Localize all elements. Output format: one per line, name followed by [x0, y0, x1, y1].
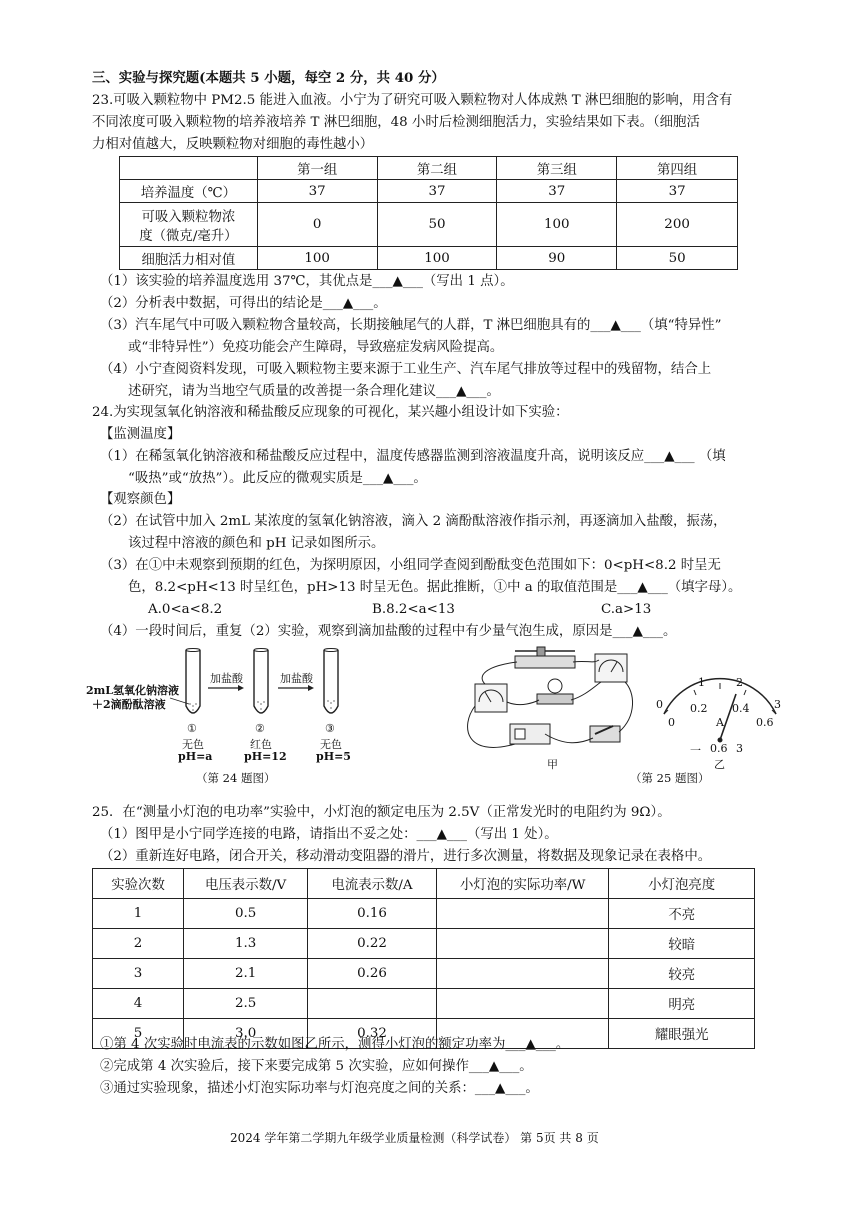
- fig25-label-yi: 乙: [714, 758, 725, 771]
- q25-sub-1: （1）图甲是小宁同学连接的电路，请指出不妥之处：___▲___（写出 1 处）。: [100, 827, 558, 842]
- fig24-tube1-color: 无色: [182, 738, 204, 751]
- fig25-dial-inner-02: 0.2: [690, 702, 708, 715]
- q25-sub-c1: ①第 4 次实验时电流表的示数如图乙所示，测得小灯泡的额定功率为___▲___。: [100, 1037, 570, 1052]
- fig25-dial-inner-0: 0: [668, 716, 675, 729]
- table-cell: 37: [377, 180, 497, 203]
- table-header: 小灯泡的实际功率/W: [436, 869, 608, 899]
- q24-option-a: A.0<a<8.2: [148, 602, 223, 617]
- table-cell: [436, 989, 608, 1019]
- table-cell: 100: [377, 247, 497, 270]
- table-cell: 50: [617, 247, 738, 270]
- q23-sub-1: （1）该实验的培养温度选用 37℃，其优点是___▲___（写出 1 点）。: [100, 274, 514, 289]
- q24-sub-2b: 该过程中溶液的颜色和 pH 记录如图所示。: [128, 536, 385, 551]
- fig25-dial-top-1: 1: [698, 676, 705, 689]
- table-cell: 1: [93, 899, 184, 929]
- table-cell: 培养温度（℃）: [120, 180, 258, 203]
- table-cell: 100: [257, 247, 377, 270]
- table-cell: [436, 929, 608, 959]
- table-cell: 不亮: [609, 899, 755, 929]
- table-row: [93, 899, 755, 929]
- table-cell: 耀眼强光: [609, 1019, 755, 1049]
- table-cell: 较亮: [609, 959, 755, 989]
- fig24-tube2-num: ②: [255, 722, 265, 735]
- fig25-dial-inner-04: 0.4: [732, 702, 750, 715]
- fig25-dial-unit: A: [716, 716, 724, 729]
- table-header: 第三组: [497, 157, 617, 180]
- q25-sub-c2: ②完成第 4 次实验后，接下来要完成第 5 次实验，应如何操作___▲___。: [100, 1059, 533, 1074]
- q24-sub-3a: （3）在①中未观察到预期的红色，为探明原因，小组同学查阅到酚酞变色范围如下：0<pH<8.2 时呈无: [100, 558, 721, 573]
- fig24-tube3-ph: pH=5: [316, 750, 351, 763]
- q24-sub-2a: （2）在试管中加入 2mL 某浓度的氢氧化钠溶液，滴入 2 滴酚酞溶液作指示剂，再逐滴加入盐酸，振荡，: [100, 514, 727, 529]
- page-footer: 2024 学年第二学期九年级学业质量检测（科学试卷） 第 5页 共 8 页: [230, 1131, 599, 1145]
- fig25-dial-outer-0: 0: [656, 698, 663, 711]
- table-cell: 较暗: [609, 929, 755, 959]
- q23-table: [119, 156, 738, 270]
- q24-line-1: 24.为实现氢氧化钠溶液和稀盐酸反应现象的可视化，某兴趣小组设计如下实验：: [92, 405, 569, 420]
- test-tubes-illustration: [86, 646, 376, 786]
- table-cell: 0.22: [308, 929, 437, 959]
- table-cell: 2.5: [184, 989, 308, 1019]
- q23-sub-4a: （4）小宁查阅资料发现，可吸入颗粒物主要来源于工业生产、汽车尾气排放等过程中的残留物，结合上: [100, 362, 712, 377]
- q23-line-2: 不同浓度可吸入颗粒物的培养液培养 T 淋巴细胞，48 小时后检测细胞活力，实验结果如下表。（细胞活: [92, 115, 700, 130]
- table-header: 第四组: [617, 157, 738, 180]
- table-cell: 4: [93, 989, 184, 1019]
- q25-table: [92, 868, 755, 1049]
- table-header: 第一组: [257, 157, 377, 180]
- table-row: [93, 929, 755, 959]
- table-cell: 细胞活力相对值: [120, 247, 258, 270]
- table-header: 小灯泡亮度: [609, 869, 755, 899]
- ammeter-dial-illustration: [650, 672, 790, 752]
- fig24-tube3-num: ③: [325, 722, 335, 735]
- table-cell: 1.3: [184, 929, 308, 959]
- fig24-caption: （第 24 题图）: [196, 771, 276, 785]
- table-cell: 0.32: [308, 1019, 437, 1049]
- table-cell: 2.1: [184, 959, 308, 989]
- fig24-tube1-num: ①: [187, 722, 197, 735]
- q24-heading-temperature: 【监测温度】: [100, 427, 181, 442]
- table-cell: 0: [257, 203, 377, 247]
- q24-sub-1b: “吸热”或“放热”）。此反应的微观实质是___▲___。: [128, 471, 427, 486]
- fig24-label-2: ＋2滴酚酞溶液: [92, 698, 166, 711]
- table-cell: [308, 989, 437, 1019]
- table-cell: [436, 959, 608, 989]
- table-cell: 3.0: [184, 1019, 308, 1049]
- table-cell: 5: [93, 1019, 184, 1049]
- table-cell: 2: [93, 929, 184, 959]
- fig24-tube2-ph: pH=12: [244, 750, 287, 763]
- fig25-terminal-06: 0.6: [710, 742, 728, 755]
- fig25-terminal-3: 3: [736, 742, 743, 755]
- q23-sub-3a: （3）汽车尾气中可吸入颗粒物含量较高，长期接触尾气的人群，T 淋巴细胞具有的___▲___（填“特异性”: [100, 318, 722, 333]
- fig24-tube1-ph: pH=a: [178, 750, 213, 763]
- q23-sub-3b: 或“非特异性”）免疫功能会产生障碍，导致癌症发病风险提高。: [128, 340, 504, 355]
- table-cell: 90: [497, 247, 617, 270]
- figure-25-circuit: [455, 646, 645, 771]
- q25-sub-2: （2）重新连好电路，闭合开关，移动滑动变阻器的滑片，进行多次测量，将数据及现象记录在表格中。: [100, 849, 712, 864]
- fig24-label-1: 2mL氢氧化钠溶液: [86, 684, 180, 697]
- table-cell: [436, 899, 608, 929]
- q25-line-1: 25．在“测量小灯泡的电功率”实验中，小灯泡的额定电压为 2.5V（正常发光时的电阻约为 9Ω）。: [92, 805, 671, 820]
- section-title: 三、实验与探究题(本题共 5 小题，每空 2 分，共 40 分）: [92, 70, 445, 86]
- fig24-tube3-color: 无色: [320, 738, 342, 751]
- table-cell: 200: [617, 203, 738, 247]
- table-cell: 0.26: [308, 959, 437, 989]
- fig24-arrow-label-2: 加盐酸: [280, 672, 313, 685]
- table-header: 电流表示数/A: [308, 869, 437, 899]
- table-row: [93, 959, 755, 989]
- table-header: 实验次数: [93, 869, 184, 899]
- table-cell: 0.5: [184, 899, 308, 929]
- table-cell-line: 度（微克/毫升）: [139, 228, 238, 244]
- q24-sub-4: （4）一段时间后，重复（2）实验，观察到滴加盐酸的过程中有少量气泡生成，原因是___▲___。: [100, 624, 677, 639]
- q24-sub-3b: 色，8.2<pH<13 时呈红色，pH>13 时呈无色。据此推断，①中 a 的取值范围是___▲___（填字母）。: [128, 580, 742, 595]
- fig25-dial-outer-3: 3: [774, 698, 781, 711]
- table-cell: 明亮: [609, 989, 755, 1019]
- fig24-arrow-label-1: 加盐酸: [210, 672, 243, 685]
- table-header: 第二组: [377, 157, 497, 180]
- fig24-tube2-color: 红色: [250, 738, 272, 751]
- q24-option-c: C.a>13: [601, 602, 652, 617]
- table-cell: 100: [497, 203, 617, 247]
- figure-25-ammeter: [630, 672, 790, 786]
- table-cell: 37: [257, 180, 377, 203]
- table-header: 电压表示数/V: [184, 869, 308, 899]
- q24-sub-1a: （1）在稀氢氧化钠溶液和稀盐酸反应过程中，温度传感器监测到溶液温度升高，说明该反应___▲___ （填: [100, 449, 726, 464]
- q24-heading-color: 【观察颜色】: [100, 492, 181, 507]
- table-row: [93, 989, 755, 1019]
- q24-option-b: B.8.2<a<13: [372, 602, 455, 617]
- table-header: [120, 157, 258, 180]
- fig25-terminal-neg: 一: [690, 744, 701, 757]
- q23-line-1: 23.可吸入颗粒物中 PM2.5 能进入血液。小宁为了研究可吸入颗粒物对人体成熟 T 淋巴细胞的影响，用含有: [92, 93, 733, 108]
- figure-24: [86, 646, 376, 786]
- table-cell-line: 可吸入颗粒物浓: [141, 209, 236, 225]
- fig25-dial-inner-06: 0.6: [756, 716, 774, 729]
- fig25-dial-top-2: 2: [736, 676, 743, 689]
- table-cell: 37: [497, 180, 617, 203]
- circuit-illustration: [455, 646, 645, 766]
- q23-sub-2: （2）分析表中数据，可得出的结论是___▲___。: [100, 296, 387, 311]
- q25-sub-c3: ③通过实验现象，描述小灯泡实际功率与灯泡亮度之间的关系：___▲___。: [100, 1081, 539, 1096]
- q23-sub-4b: 述研究，请为当地空气质量的改善提一条合理化建议___▲___。: [128, 384, 500, 399]
- table-cell: 50: [377, 203, 497, 247]
- table-cell: 37: [617, 180, 738, 203]
- table-cell: 0.16: [308, 899, 437, 929]
- fig25-label-jia: 甲: [547, 758, 558, 771]
- table-cell: 3: [93, 959, 184, 989]
- fig25-caption: （第 25 题图）: [630, 771, 710, 785]
- table-cell: [120, 203, 258, 247]
- q23-line-3: 力相对值越大，反映颗粒物对细胞的毒性越小）: [92, 137, 374, 152]
